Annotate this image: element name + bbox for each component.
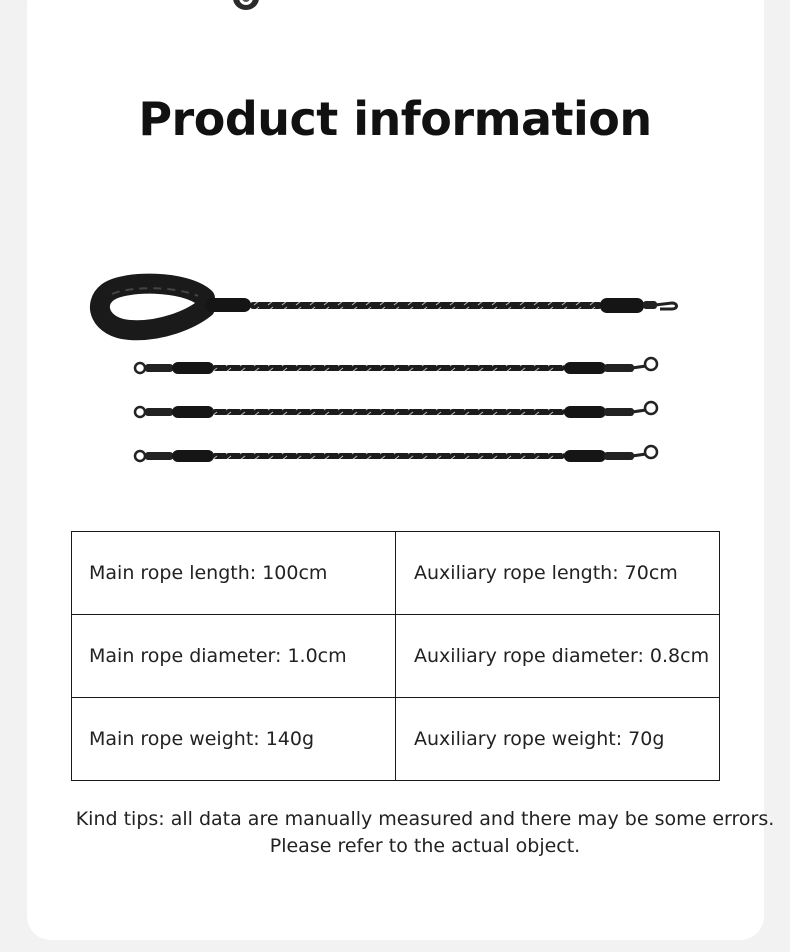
spec-cell: Main rope diameter: 1.0cm	[72, 615, 396, 698]
table-row	[72, 698, 720, 781]
table-row	[72, 532, 720, 615]
spec-cell: Main rope length: 100cm	[72, 532, 396, 615]
tips-line-1: Kind tips: all data are manually measured and there may be some errors.	[75, 808, 775, 830]
tips-line-2: Please refer to the actual object.	[269, 835, 581, 857]
spec-cell: Auxiliary rope length: 70cm	[396, 532, 720, 615]
table-row	[72, 615, 720, 698]
main-leash-image	[100, 284, 677, 331]
page-title: Product information	[138, 92, 652, 146]
kind-tips	[60, 806, 790, 860]
spec-table	[71, 531, 720, 781]
spec-cell: Auxiliary rope diameter: 0.8cm	[396, 615, 720, 698]
spec-cell: Main rope weight: 140g	[72, 698, 396, 781]
spec-cell: Auxiliary rope weight: 70g	[396, 698, 720, 781]
leash-product-image	[0, 270, 790, 480]
leash-clip-icon	[231, 0, 261, 14]
auxiliary-leash-image	[135, 358, 657, 462]
